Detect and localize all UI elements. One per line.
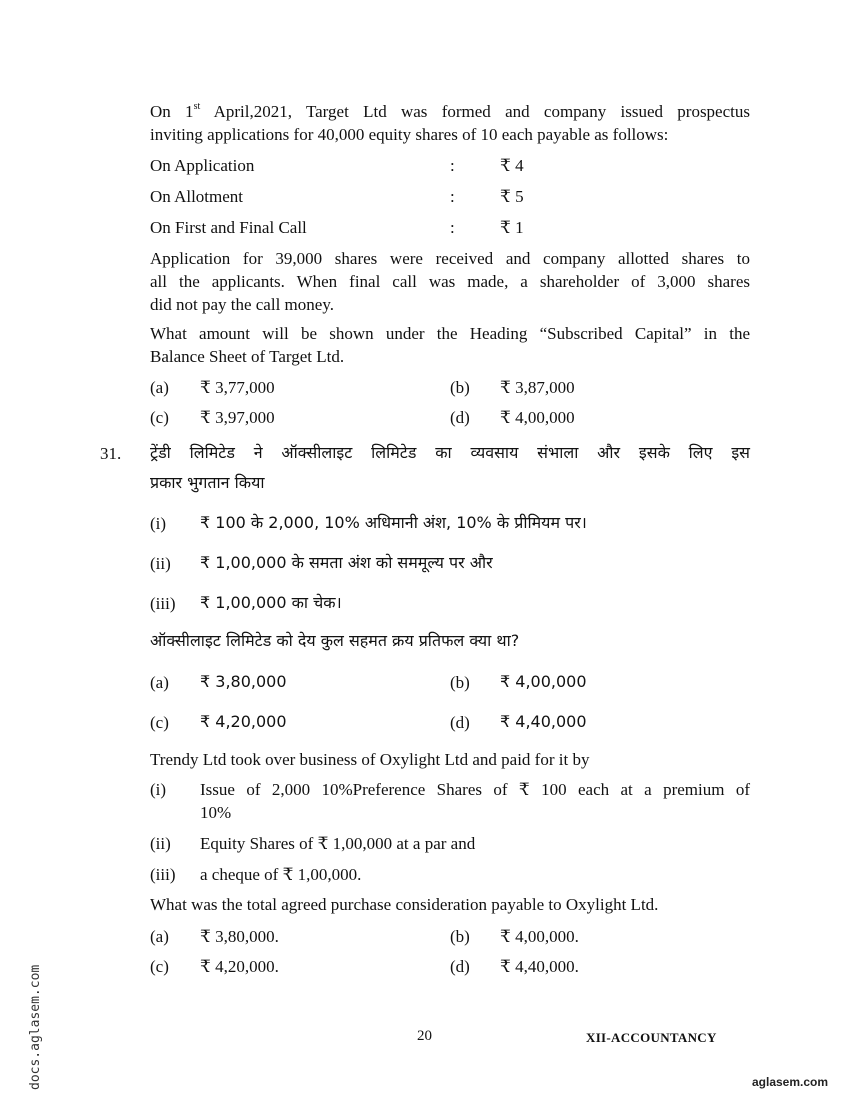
en-item-label: (i) <box>150 780 167 799</box>
hi-option-c-label: (c) <box>150 713 169 732</box>
q30-option-a-label: (a) <box>150 378 169 397</box>
q30-option-d-label: (d) <box>450 408 470 427</box>
en-item-text-line1: Issue of 2,000 10%Preference Shares of ₹ 100 each at a premium of <box>200 780 750 799</box>
schedule-amount-allotment: ₹ 5 <box>500 187 524 206</box>
en-option-d-label: (d) <box>450 957 470 976</box>
brand-watermark: aglasem.com <box>752 1075 829 1089</box>
q30-intro-rest: April,2021, Target Ltd was formed and company issued prospectus <box>200 102 750 121</box>
q30-intro-pre: On 1 <box>150 102 194 121</box>
q30-para1-line2: all the applicants. When final call was made, a shareholder of 3,000 shares <box>150 272 750 291</box>
q31-english-question: What was the total agreed purchase consideration payable to Oxylight Ltd. <box>150 895 659 914</box>
hi-item-label: (i) <box>150 514 167 533</box>
q31-english-line1: Trendy Ltd took over business of Oxylight Ltd and paid for it by <box>150 750 590 769</box>
q30-question-line1: What amount will be shown under the Heading “Subscribed Capital” in the <box>150 324 750 343</box>
q30-option-c-label: (c) <box>150 408 169 427</box>
hi-item-label: (ii) <box>150 554 171 573</box>
hi-option-d-label: (d) <box>450 713 470 732</box>
q30-intro-line1 <box>150 100 750 123</box>
en-option-c-value: ₹ 4,20,000. <box>200 957 279 976</box>
q30-option-b-value: ₹ 3,87,000 <box>500 378 575 397</box>
q30-question-line2: Balance Sheet of Target Ltd. <box>150 347 345 366</box>
hi-item-text: ₹ 1,00,000 के समता अंश को सममूल्य पर और <box>200 553 493 572</box>
hi-option-a-label: (a) <box>150 673 169 692</box>
en-option-a-label: (a) <box>150 927 169 946</box>
q30-option-b-label: (b) <box>450 378 470 397</box>
q30-option-c-value: ₹ 3,97,000 <box>200 408 275 427</box>
hi-option-b-label: (b) <box>450 673 470 692</box>
en-item-text-line1: Equity Shares of ₹ 1,00,000 at a par and <box>200 834 476 853</box>
en-option-a-value: ₹ 3,80,000. <box>200 927 279 946</box>
schedule-sep: : <box>450 187 455 206</box>
q31-hindi-question: ऑक्सीलाइट लिमिटेड को देय कुल सहमत क्रय प्रतिफल क्या था? <box>150 631 520 650</box>
q30-option-a-value: ₹ 3,77,000 <box>200 378 275 397</box>
q30-para1-line3: did not pay the call money. <box>150 295 334 314</box>
hi-item-text: ₹ 100 के 2,000, 10% अधिमानी अंश, 10% के प्रीमियम पर। <box>200 513 587 532</box>
hi-option-d-value: ₹ 4,40,000 <box>500 712 587 731</box>
en-option-b-label: (b) <box>450 927 470 946</box>
q30-intro-line2: inviting applications for 40,000 equity shares of 10 each payable as follows: <box>150 125 669 144</box>
q30-option-d-value: ₹ 4,00,000 <box>500 408 575 427</box>
hi-item-label: (iii) <box>150 594 176 613</box>
q30-para1-line1: Application for 39,000 shares were received and company allotted shares to <box>150 249 750 268</box>
en-option-b-value: ₹ 4,00,000. <box>500 927 579 946</box>
side-watermark-url: docs.aglasem.com <box>28 964 43 1090</box>
en-option-c-label: (c) <box>150 957 169 976</box>
schedule-label-application: On Application <box>150 156 255 175</box>
hi-option-b-value: ₹ 4,00,000 <box>500 672 587 691</box>
en-item-text-line1: a cheque of ₹ 1,00,000. <box>200 865 362 884</box>
schedule-label-allotment: On Allotment <box>150 187 244 206</box>
en-item-label: (ii) <box>150 834 171 853</box>
schedule-label-final-call: On First and Final Call <box>150 218 307 237</box>
q31-hindi-line1: ट्रेंडी लिमिटेड ने ऑक्सीलाइट लिमिटेड का व्यवसाय संभाला और इसके लिए इस <box>150 443 750 462</box>
page-number: 20 <box>417 1028 432 1044</box>
subject-footer: XII-ACCOUNTANCY <box>586 1030 717 1045</box>
schedule-sep: : <box>450 218 455 237</box>
hi-option-c-value: ₹ 4,20,000 <box>200 712 287 731</box>
hi-option-a-value: ₹ 3,80,000 <box>200 672 287 691</box>
en-option-d-value: ₹ 4,40,000. <box>500 957 579 976</box>
schedule-sep: : <box>450 156 455 175</box>
hi-item-text: ₹ 1,00,000 का चेक। <box>200 593 342 612</box>
schedule-amount-application: ₹ 4 <box>500 156 524 175</box>
q31-hindi-line2: प्रकार भुगतान किया <box>150 473 265 492</box>
en-item-text-line2: 10% <box>200 803 232 822</box>
q30-intro-superscript: st <box>193 101 201 112</box>
schedule-amount-final-call: ₹ 1 <box>500 218 524 237</box>
en-item-label: (iii) <box>150 865 176 884</box>
question-number: 31. <box>100 444 122 463</box>
